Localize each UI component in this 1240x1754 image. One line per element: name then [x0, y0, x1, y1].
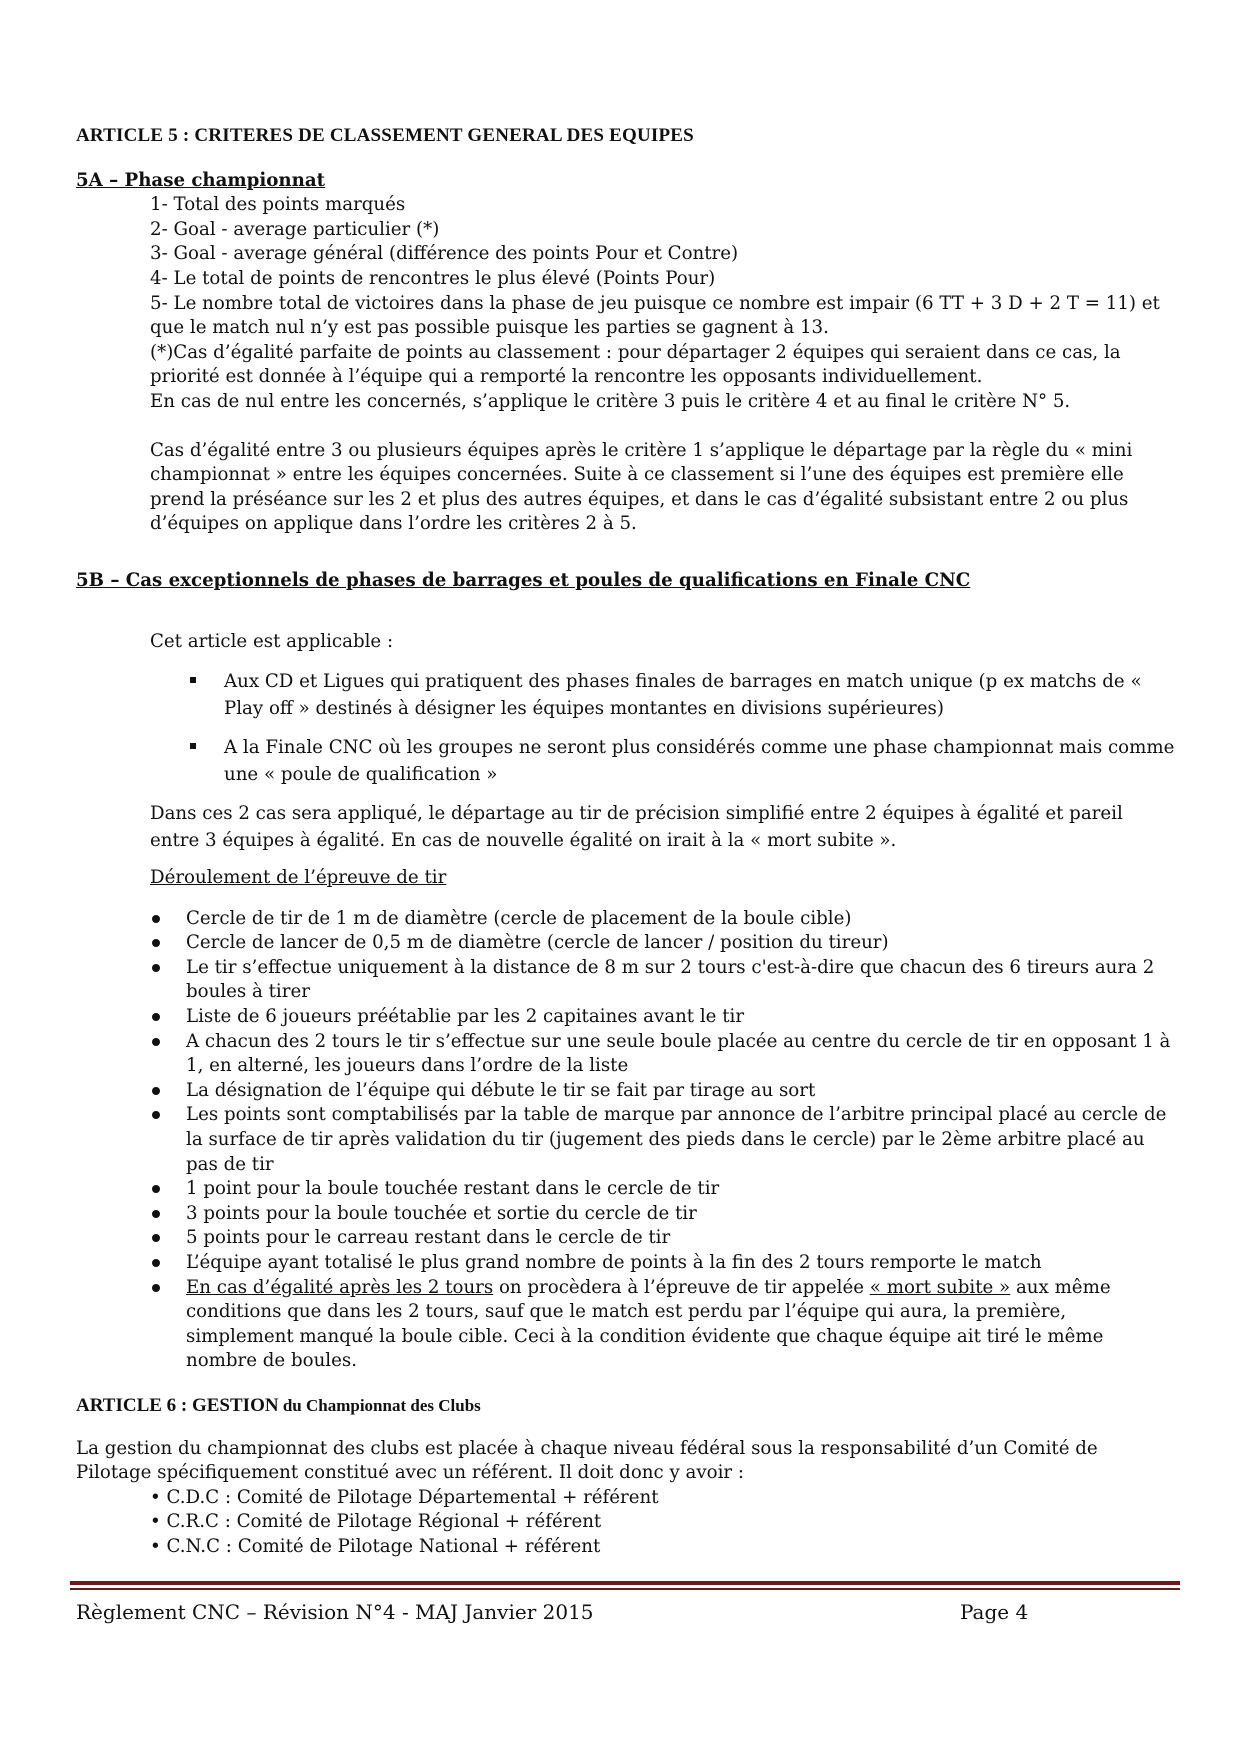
- bullet-icon: [152, 939, 160, 947]
- list-item: [186, 907, 1176, 932]
- list-item-text: La désignation de l’équipe qui débute le tir se fait par tirage au sort: [186, 1079, 816, 1101]
- tie-fallback-note: En cas de nul entre les concernés, s’applique le critère 3 puis le critère 4 et au final le critère N° 5.: [150, 390, 1071, 412]
- sudden-death-term: « mort subite »: [869, 1276, 1011, 1298]
- shooting-heading: Déroulement de l’épreuve de tir: [150, 867, 447, 889]
- list-item: [186, 1226, 1176, 1251]
- bullet-icon: [152, 915, 160, 923]
- list-item-text: on procèdera à l’épreuve de tir appelée: [493, 1276, 870, 1298]
- footer-rule-thin: [70, 1588, 1180, 1590]
- spacer: [150, 415, 1176, 439]
- list-item-text: A chacun des 2 tours le tir s’effectue sur une seule boule placée au centre du cercle de tir en opposant 1 à 1, en alterné, les joueurs dans l’ordre de la liste: [186, 1030, 1171, 1077]
- square-bullet-icon: [190, 677, 196, 683]
- section-5a-title: 5A – Phase championnat: [76, 169, 326, 191]
- criterion-4: 4- Le total de points de rencontres le plus élevé (Points Pour): [150, 267, 716, 289]
- square-bullet-icon: [190, 743, 196, 749]
- committee-item: • C.N.C : Comité de Pilotage National + référent: [150, 1535, 601, 1557]
- criterion-2: 2- Goal - average particulier (*): [150, 218, 440, 240]
- list-item: [150, 668, 1176, 722]
- cases-paragraph: Dans ces 2 cas sera appliqué, le départage au tir de précision simplifié entre 2 équipes à égalité et pareil entre 3 équipes à égalité. En cas de nouvelle égalité on irait à la « mort subite ».: [150, 803, 1123, 852]
- article-6-title-main: ARTICLE 6 : GESTION: [76, 1394, 279, 1416]
- committee-item: • C.R.C : Comité de Pilotage Régional + référent: [150, 1511, 602, 1533]
- bullet-icon: [152, 1111, 160, 1119]
- list-item-text: 3 points pour la boule touchée et sortie du cercle de tir: [186, 1202, 697, 1224]
- criterion-3: 3- Goal - average général (différence des points Pour et Contre): [150, 243, 739, 265]
- page-content: [76, 124, 1176, 1560]
- bullet-icon: [152, 1185, 160, 1193]
- shooting-rules-list: [76, 907, 1176, 1374]
- article-6-intro: La gestion du championnat des clubs est placée à chaque niveau fédéral sous la responsabilité d’un Comité de Pilotage spécifiquement constitué avec un référent. Il doit donc y avoir :: [76, 1437, 1098, 1484]
- list-item-text: 1 point pour la boule touchée restant dans le cercle de tir: [186, 1178, 720, 1200]
- list-item-text: Cercle de lancer de 0,5 m de diamètre (cercle de lancer / position du tireur): [186, 932, 889, 954]
- list-item: [186, 956, 1176, 1005]
- criteria-list: [76, 193, 1176, 537]
- footer-rule: [70, 1581, 1180, 1585]
- article-6-title: [76, 1394, 1176, 1419]
- list-item-text: Le tir s’effectue uniquement à la distance de 8 m sur 2 tours c'est-à-dire que chacun des 6 tireurs aura 2 boules à tirer: [186, 956, 1155, 1003]
- footer-document-title: Règlement CNC – Révision N°4 - MAJ Janvier 2015: [76, 1600, 594, 1624]
- list-item: [186, 1030, 1176, 1079]
- list-item: [186, 1251, 1176, 1276]
- committee-item: • C.D.C : Comité de Pilotage Départemental + référent: [150, 1486, 659, 1508]
- list-item-text: 5 points pour le carreau restant dans le cercle de tir: [186, 1227, 671, 1249]
- article-6-body: [76, 1437, 1176, 1486]
- list-item-text: Liste de 6 joueurs préétablie par les 2 capitaines avant le tir: [186, 1006, 745, 1028]
- list-item-text: A la Finale CNC où les groupes ne seront plus considérés comme une phase championnat mais comme une « poule de qualification »: [224, 737, 1175, 786]
- bullet-icon: [152, 1284, 160, 1292]
- bullet-icon: [152, 1013, 160, 1021]
- sudden-death-condition: En cas d’égalité après les 2 tours: [186, 1276, 494, 1298]
- bullet-icon: [152, 1038, 160, 1046]
- list-item: [150, 734, 1176, 788]
- criterion-5: 5- Le nombre total de victoires dans la phase de jeu puisque ce nombre est impair (6 TT + 3 D + 2 T = 11) et que le match nul n’y est pas possible puisque les parties se gagnent à 13.: [150, 292, 1160, 339]
- article-5-title: ARTICLE 5 : CRITERES DE CLASSEMENT GENERAL DES EQUIPES: [76, 125, 694, 146]
- footer-page-number: Page 4: [960, 1600, 1029, 1624]
- list-item: [186, 1177, 1176, 1202]
- applicable-list: [76, 668, 1176, 788]
- article-6-title-rest: du Championnat des Clubs: [278, 1395, 481, 1415]
- list-item: [186, 1005, 1176, 1030]
- bullet-icon: [152, 1210, 160, 1218]
- bullet-icon: [152, 1087, 160, 1095]
- criterion-1: 1- Total des points marqués: [150, 194, 406, 216]
- list-item: [186, 1202, 1176, 1227]
- bullet-icon: [152, 964, 160, 972]
- list-item: [186, 931, 1176, 956]
- list-item-text: Aux CD et Ligues qui pratiquent des phases finales de barrages en match unique (p ex matchs de « Play off » destinés à désigner les équipes montantes en divisions supérieures): [224, 671, 1142, 720]
- committee-list: [76, 1486, 1176, 1560]
- list-item-text: Les points sont comptabilisés par la table de marque par annonce de l’arbitre principal placé au cercle de la surface de tir après validation du tir (jugement des pieds dans le cercle) par le 2ème arbitre placé au pas de tir: [186, 1104, 1167, 1175]
- multi-tie-paragraph: Cas d’égalité entre 3 ou plusieurs équipes après le critère 1 s’applique le départage par la règle du « mini championnat » entre les équipes concernées. Suite à ce classement si l’une des équipes est première elle prend la préséance sur les 2 et plus des autres équipes, et dans le cas d’égalité subsistant entre 2 ou plus d’équipes on applique dans l’ordre les critères 2 à 5.: [150, 439, 1133, 535]
- list-item-text: Cercle de tir de 1 m de diamètre (cercle de placement de la boule cible): [186, 907, 852, 929]
- list-item: [186, 1079, 1176, 1104]
- bullet-icon: [152, 1234, 160, 1242]
- bullet-icon: [152, 1259, 160, 1267]
- list-item-text: aux même conditions que dans les 2 tours, sauf que le match est perdu par l’équipe qui aura, la première, simplement manqué la boule cible. Ceci à la condition évidente que chaque équipe ait tiré le même nombre de boules.: [186, 1276, 1111, 1372]
- list-item: [186, 1276, 1176, 1374]
- list-item: [186, 1103, 1176, 1177]
- section-5b-title: 5B – Cas exceptionnels de phases de barrages et poules de qualifications en Finale CNC: [76, 569, 971, 591]
- list-item-text: L’équipe ayant totalisé le plus grand nombre de points à la fin des 2 tours remporte le match: [186, 1252, 1042, 1273]
- tie-note: (*)Cas d’égalité parfaite de points au classement : pour départager 2 équipes qui seraient dans ce cas, la priorité est donnée à l’équipe qui a remporté la rencontre les opposants individuellement.: [150, 341, 1121, 388]
- applicable-intro: Cet article est applicable :: [150, 630, 394, 652]
